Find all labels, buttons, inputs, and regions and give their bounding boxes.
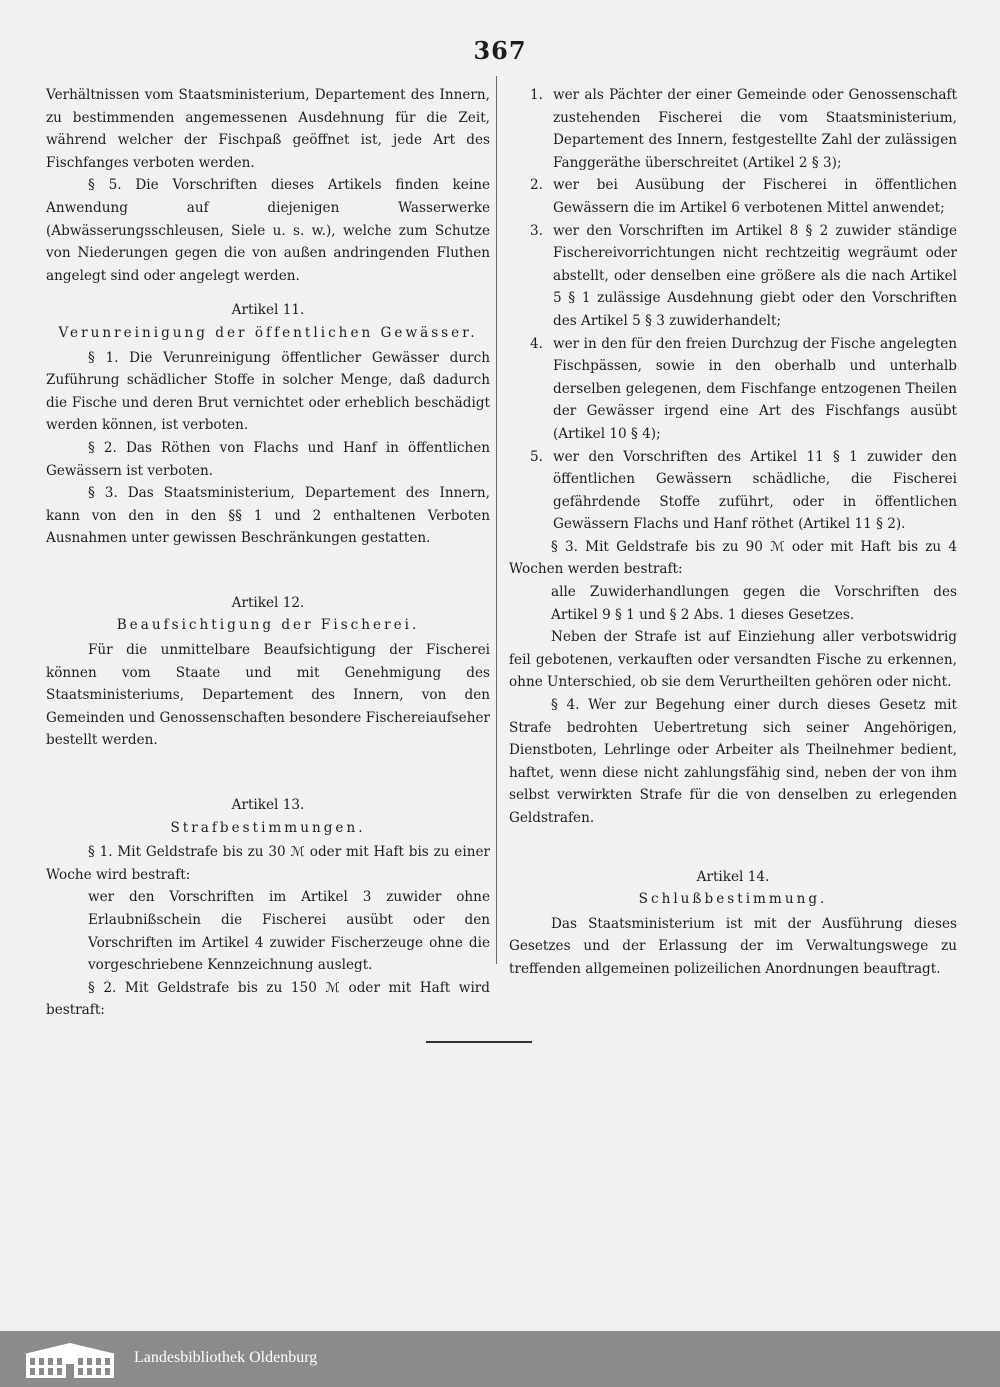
list-item-text: wer den Vorschriften des Artikel 11 § 1 zuwider den öffentlichen Gewässern schädliche, die Fischerei gefährdende Stoffe zuführt, oder in öffentlichen Gewässern Flachs und Hanf röthet (Artikel 11 § 2). [553,448,957,533]
article-14-heading: Artikel 14. [696,868,770,885]
paragraph: wer den Vorschriften im Artikel 3 zuwider ohne Erlaubnißschein die Fischerei ausübt oder den Vorschriften im Artikel 4 zuwider Fischerzeuge ohne die vorgeschriebene Kennzeichnung auslegt. [88,889,490,974]
list-item [509,84,957,174]
paragraph: Neben der Strafe ist auf Einziehung aller verbotswidrig feil gebotenen, verkauften oder versandten Fische zu erkennen, ohne Unterschied, ob sie dem Verurtheilten gehören oder nicht. [509,629,957,691]
library-building-icon [18,1340,122,1380]
list-item [509,174,957,219]
paragraph: alle Zuwiderhandlungen gegen die Vorschriften des Artikel 9 § 1 und § 2 Abs. 1 dieses Gesetzes. [551,584,957,623]
article-11-heading: Artikel 11. [231,302,305,319]
paragraph: § 3. Mit Geldstrafe bis zu 90 ℳ oder mit Haft bis zu 4 Wochen werden bestraft: [509,538,957,578]
paragraph: § 2. Mit Geldstrafe bis zu 150 ℳ oder mit Haft wird bestraft: [46,979,490,1019]
list-item-number: 2. [530,177,543,194]
list-item-text: wer den Vorschriften im Artikel 8 § 2 zuwider ständige Fischereivorrichtungen nicht rechtzeitig wegräumt oder abstellt, oder denselben eine größere als die nach Artikel 5 § 1 zulässige Ausdehnung giebt oder den Vorschriften des Artikel 5 § 3 zuwiderhandelt; [553,222,957,329]
list-item-text: wer bei Ausübung der Fischerei in öffentlichen Gewässern die im Artikel 6 verbotenen Mittel anwendet; [553,177,957,216]
list-item-number: 3. [530,222,543,239]
list-item-text: wer in den für den freien Durchzug der Fische angelegten Fischpässen, sowie in den oberhalb und unterhalb derselben gelegenen, dem Fischfange entzogenen Theilen der Gewässer irgend eine Art des Fischfangs ausübt (Artikel 10 § 4); [553,335,957,442]
right-column [509,84,957,981]
article-13-title: Strafbestimmungen. [170,819,366,836]
list-item [509,220,957,333]
paragraph: § 3. Das Staatsministerium, Departement des Innern, kann von den in den §§ 1 und 2 enthaltenen Verboten Ausnahmen unter gewissen Beschränkungen gestatten. [46,485,490,547]
list-item-number: 1. [530,87,543,103]
list-item [509,333,957,446]
article-13-heading: Artikel 13. [231,797,305,814]
list-item-number: 5. [530,448,543,465]
article-12-title: Beaufsichtigung der Fischerei. [116,617,420,634]
list-item-text: wer als Pächter der einer Gemeinde oder Genossenschaft zustehenden Fischerei die vom Staatsministerium, Departement des Innern, festgestellte Zahl der zulässigen Fanggeräthe überschreitet (Artikel 2 § 3); [553,87,957,171]
end-rule [426,1041,532,1043]
left-column [46,84,490,1022]
page-number: 367 [473,36,527,65]
article-11-title: Verunreinigung der öffentlichen Gewässer. [58,324,478,341]
footer-bar [0,1331,1000,1387]
paragraph: § 2. Das Röthen von Flachs und Hanf in öffentlichen Gewässern ist verboten. [46,439,490,479]
paragraph: Das Staatsministerium ist mit der Ausführung dieses Gesetzes und der Erlassung der im Verwaltungswege zu treffenden allgemeinen polizeilichen Anordnungen beauftragt. [509,915,957,977]
paragraph: § 1. Mit Geldstrafe bis zu 30 ℳ oder mit Haft bis zu einer Woche wird bestraft: [46,844,490,883]
article-12-heading: Artikel 12. [231,594,305,611]
library-name: Landesbibliothek Oldenburg [134,1349,318,1366]
paragraph: Für die unmittelbare Beaufsichtigung der Fischerei können vom Staate und mit Genehmigung des Staatsministeriums, Departement des Innern, von den Gemeinden und Genossenschaften besondere Fischereiaufseher bestellt werden. [46,642,490,749]
column-divider [496,76,497,964]
list-item-number: 4. [530,335,543,352]
list-item [509,446,957,536]
paragraph: § 5. Die Vorschriften dieses Artikels finden keine Anwendung auf diejenigen Wasserwerke (Abwässerungsschleusen, Siele u. s. w.), welche zum Schutze von Niederungen gegen die von außen andringenden Fluthen angelegt sind oder angelegt werden. [46,177,490,284]
article-14-title: Schlußbestimmung. [638,891,828,908]
paragraph: § 4. Wer zur Begehung einer durch dieses Gesetz mit Strafe bedrohten Uebertretung sich seiner Angehörigen, Dienstboten, Lehrlinge oder Arbeiter als Theilnehmer bedient, haftet, wenn diese nicht zahlungsfähig sind, neben der von ihm selbst verwirkten Strafe für die von denselben zu erlegenden Geldstrafen. [509,697,957,826]
paragraph: Verhältnissen vom Staatsministerium, Departement des Innern, zu bestimmenden angemessenen Ausdehnung für die Zeit, während welcher der Fischpaß geöffnet ist, jede Art des Fischfanges verboten werden. [46,87,490,171]
paragraph: § 1. Die Verunreinigung öffentlicher Gewässer durch Zuführung schädlicher Stoffe in solcher Menge, daß dadurch die Fische und deren Brut vernichtet oder erheblich beschädigt werden können, ist verboten. [46,349,490,434]
